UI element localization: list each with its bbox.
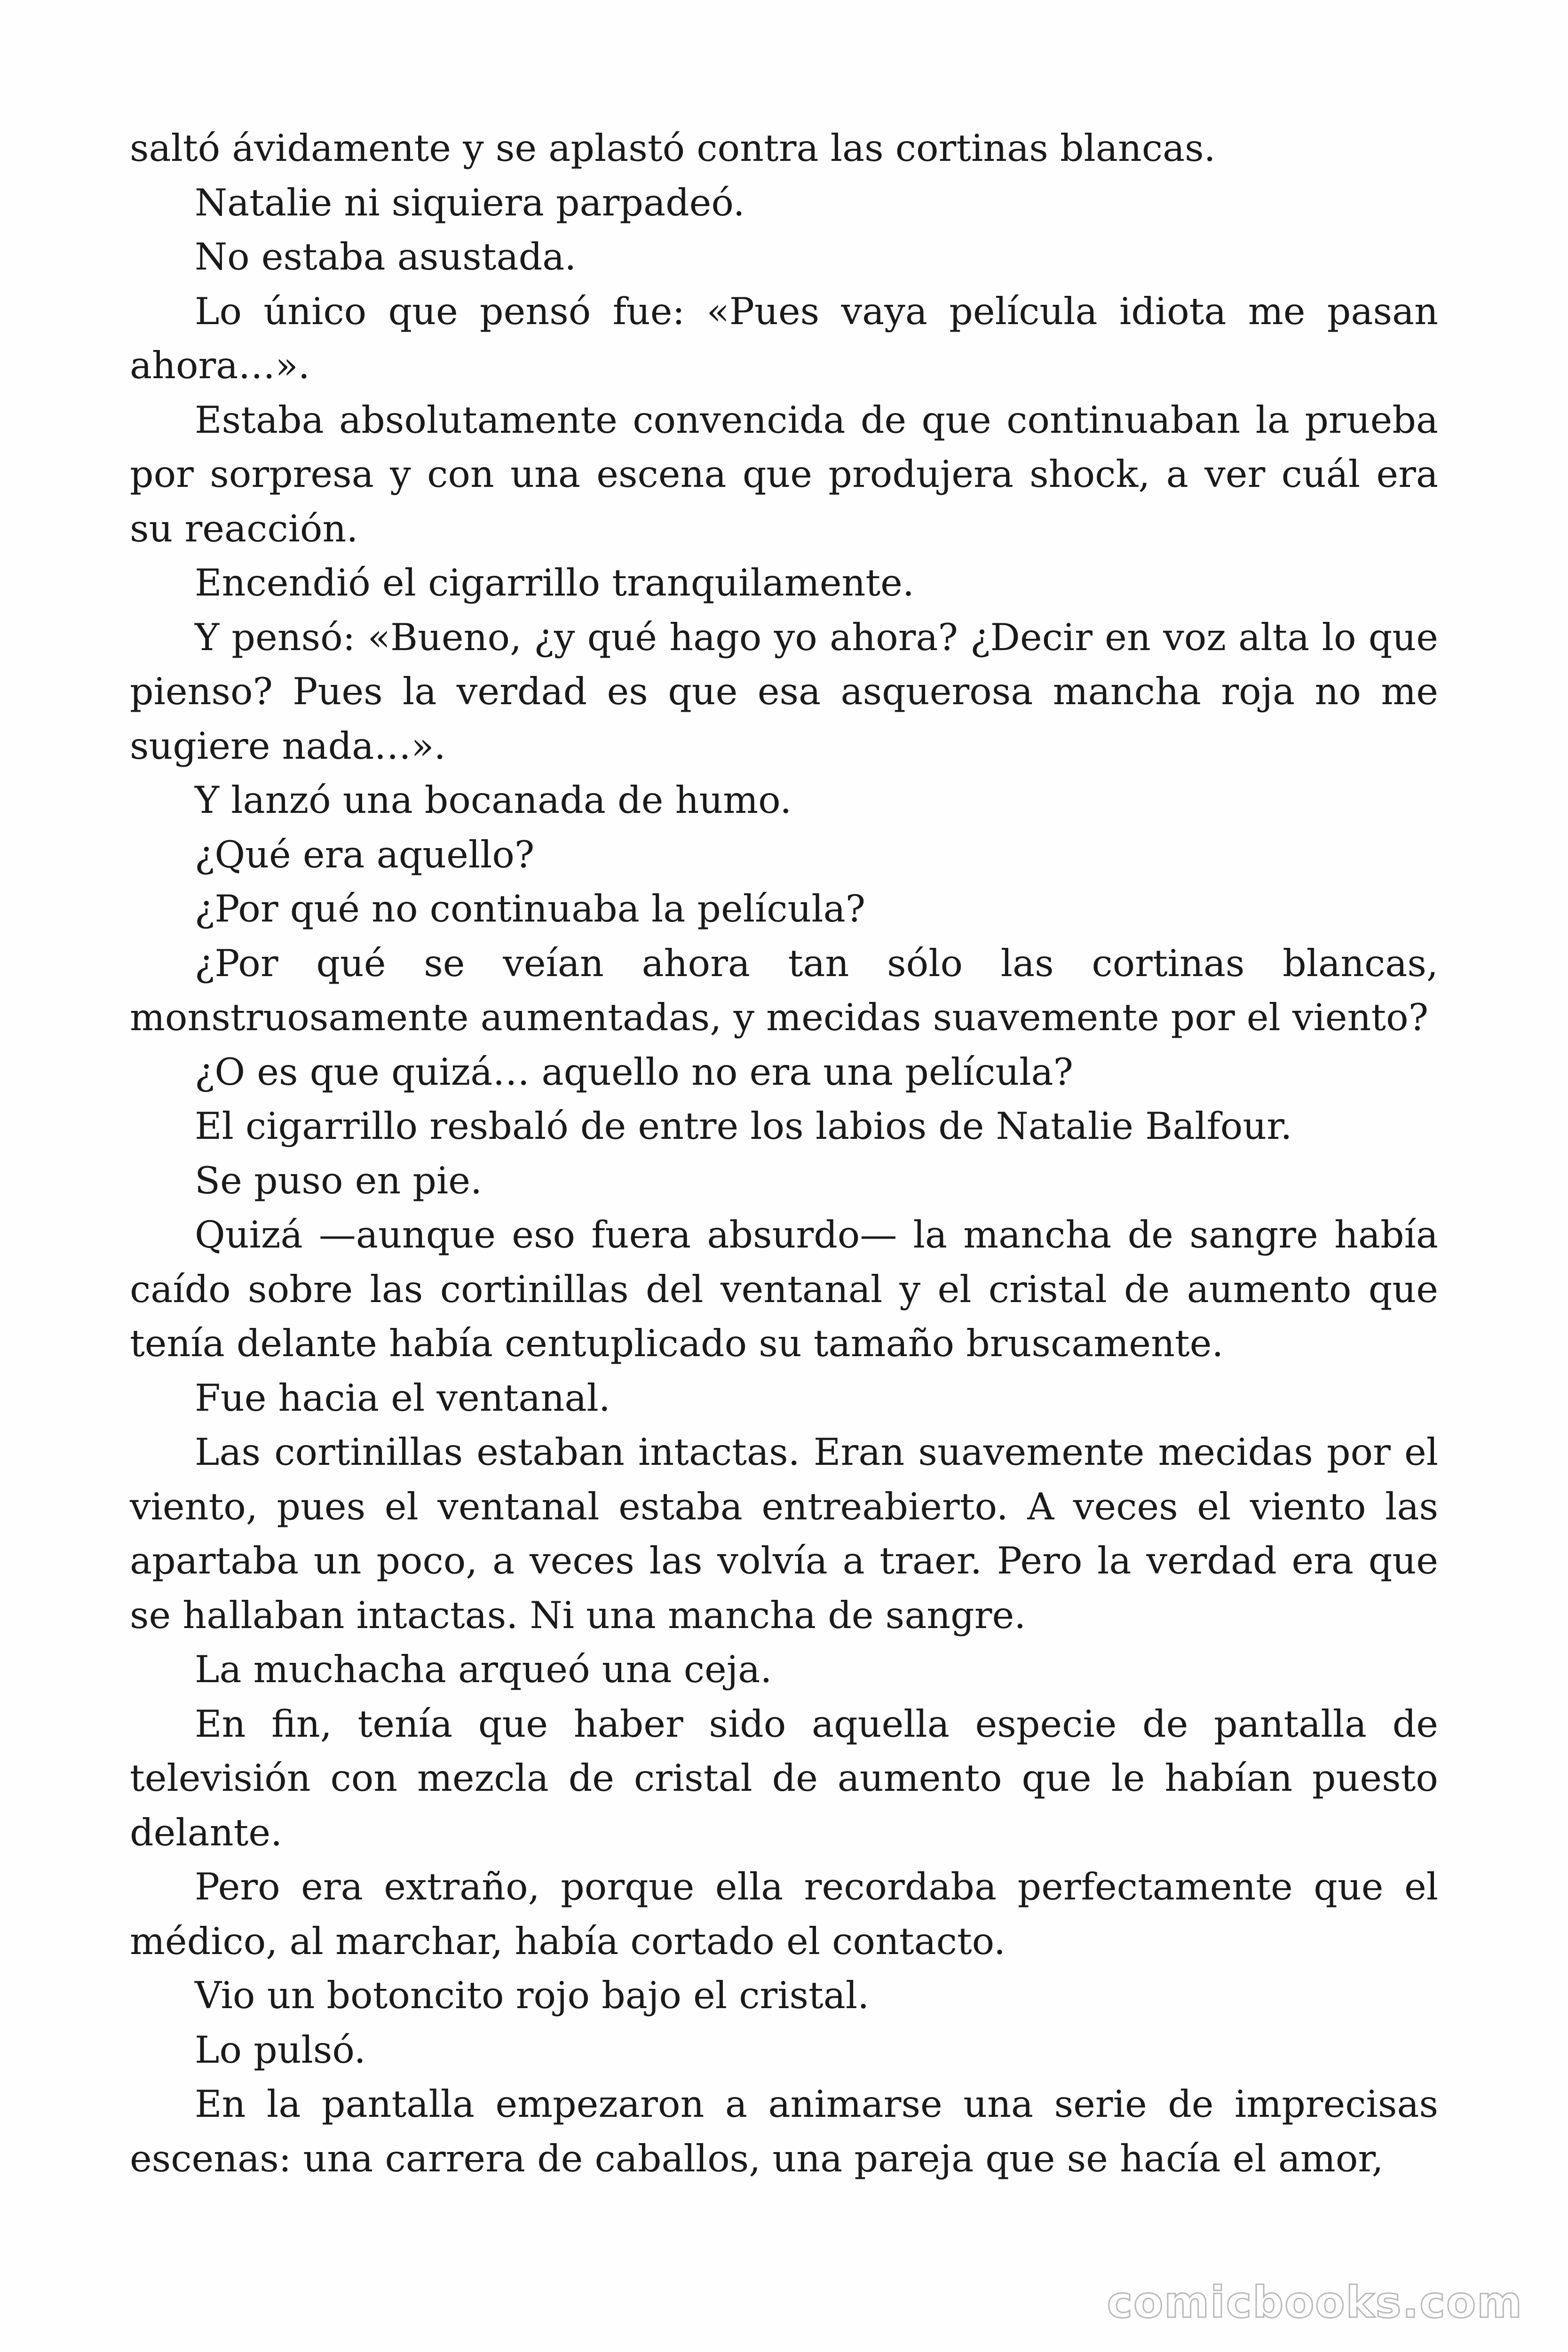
paragraph-3: No estaba asustada. bbox=[195, 235, 577, 278]
paragraph-7: Y pensó: «Bueno, ¿y qué hago yo ahora? ¿Decir en voz alta lo que pienso? Pues la verdad es que esa asquerosa mancha roja no me sugiere nada…». bbox=[130, 615, 1438, 768]
paragraph-18: La muchacha arqueó una ceja. bbox=[195, 1648, 772, 1691]
paragraph-12: ¿O es que quizá… aquello no era una película? bbox=[195, 1050, 1073, 1094]
paragraph-10: ¿Por qué no continuaba la película? bbox=[195, 887, 866, 930]
paragraph-4: Lo único que pensó fue: «Pues vaya película idiota me pasan ahora…». bbox=[130, 289, 1438, 387]
paragraph-17: Las cortinillas estaban intactas. Eran suavemente mecidas por el viento, pues el ventanal estaba entreabierto. A veces el viento las apartaba un poco, a veces las volvía a traer. Pero la verdad era que se hallaban intactas. Ni una mancha de sangre. bbox=[130, 1430, 1438, 1637]
body-text bbox=[130, 121, 1438, 2186]
paragraph-21: Vio un botoncito rojo bajo el cristal. bbox=[195, 1974, 870, 2017]
paragraph-13: El cigarrillo resbaló de entre los labios de Natalie Balfour. bbox=[195, 1104, 1292, 1148]
paragraph-22: Lo pulsó. bbox=[195, 2028, 366, 2072]
paragraph-8: Y lanzó una bocanada de humo. bbox=[195, 779, 792, 822]
watermark-text: comicbooks.com bbox=[1107, 2277, 1523, 2328]
paragraph-15: Quizá —aunque eso fuera absurdo— la mancha de sangre había caído sobre las cortinillas del ventanal y el cristal de aumento que tenía delante había centuplicado su tamaño bruscamente. bbox=[130, 1213, 1438, 1365]
paragraph-16: Fue hacia el ventanal. bbox=[195, 1376, 610, 1420]
paragraph-19: En fin, tenía que haber sido aquella especie de pantalla de televisión con mezcla de cristal de aumento que le habían puesto delante. bbox=[130, 1702, 1438, 1854]
paragraph-14: Se puso en pie. bbox=[195, 1159, 483, 1202]
paragraph-1: saltó ávidamente y se aplastó contra las cortinas blancas. bbox=[130, 127, 1216, 170]
paragraph-6: Encendió el cigarrillo tranquilamente. bbox=[195, 561, 914, 604]
paragraph-11: ¿Por qué se veían ahora tan sólo las cortinas blancas, monstruosamente aumentadas, y mecidas suavemente por el viento? bbox=[130, 941, 1438, 1039]
paragraph-9: ¿Qué era aquello? bbox=[195, 833, 535, 876]
paragraph-23: En la pantalla empezaron a animarse una serie de imprecisas escenas: una carrera de caballos, una pareja que se hacía el amor, bbox=[130, 2082, 1438, 2180]
paragraph-20: Pero era extraño, porque ella recordaba perfectamente que el médico, al marchar, había cortado el contacto. bbox=[130, 1865, 1438, 1963]
paragraph-2: Natalie ni siquiera parpadeó. bbox=[195, 181, 745, 224]
paragraph-5: Estaba absolutamente convencida de que continuaban la prueba por sorpresa y con una escena que produjera shock, a ver cuál era su reacción. bbox=[130, 398, 1438, 550]
